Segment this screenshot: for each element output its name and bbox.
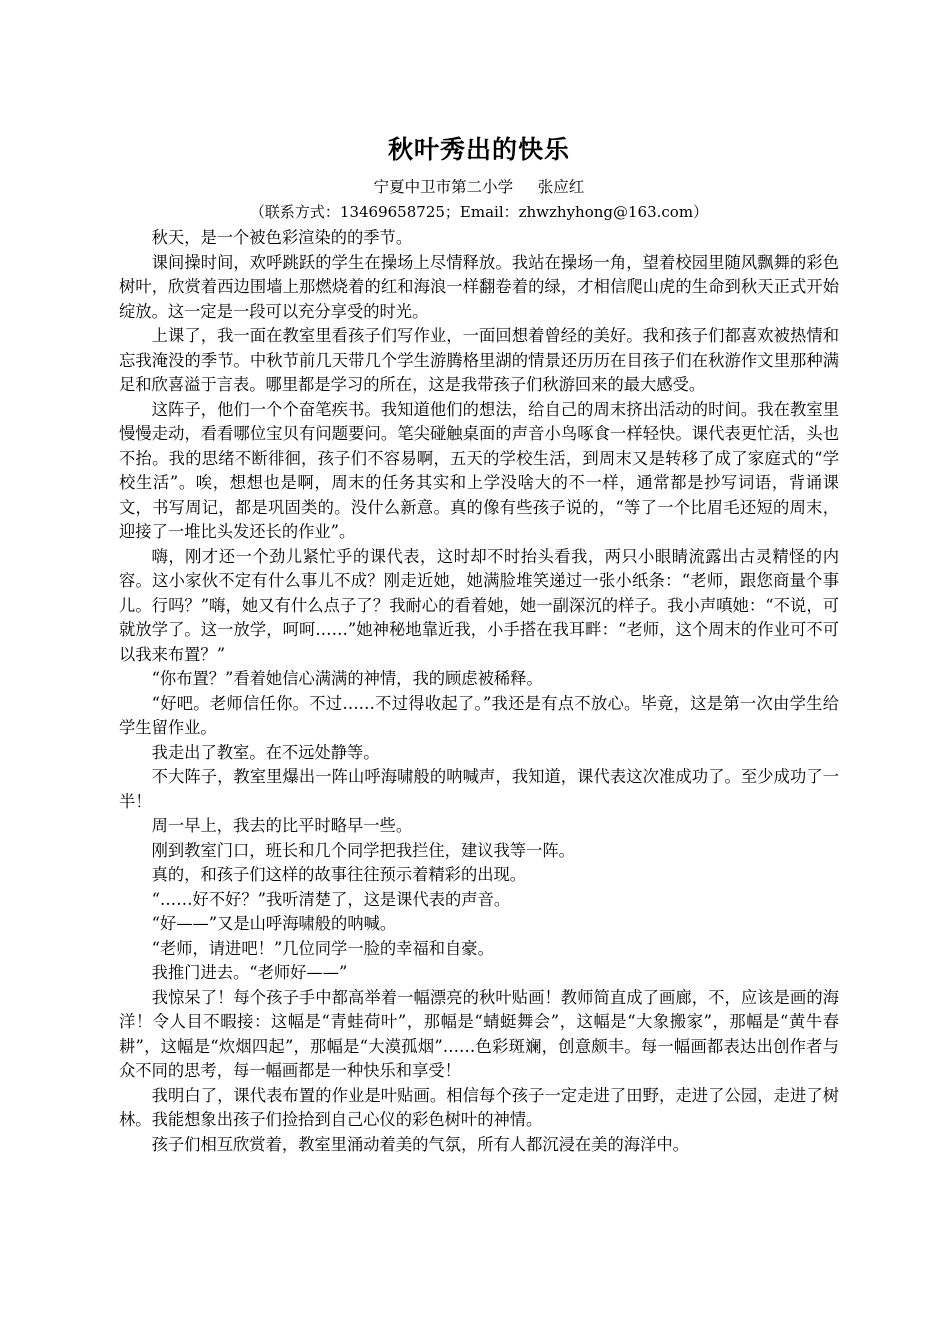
paragraph: 嗨，刚才还一个劲儿紧忙乎的课代表，这时却不时抬头看我，两只小眼睛流露出古灵精怪的内容。这小家伙不定有什么事儿不成？刚走近她，她满脸堆笑递过一张小纸条：“老师，跟您商量个事儿。行吗？”嗨，她又有什么点子了？我耐心的看着她，她一副深沉的样子。我小声嗔她：“不说，可就放学了。这一放学，呵呵……”她神秘地靠近我，小手搭在我耳畔：“老师，这个周末的作业可不可以我来布置？”: [119, 546, 839, 664]
paragraph: 我惊呆了！每个孩子手中都高举着一幅漂亮的秋叶贴画！教师简直成了画廊，不，应该是画的海洋！令人目不暇接：这幅是“青蛙荷叶”，那幅是“蜻蜓舞会”，这幅是“大象搬家”，那幅是“黄牛春耕”，这幅是“炊烟四起”，那幅是“大漠孤烟”……色彩斑斓，创意颇丰。每一幅画都表达出创作者与众不同的思考，每一幅画都是一种快乐和享受！: [119, 987, 839, 1080]
paragraph: 上课了，我一面在教室里看孩子们写作业，一面回想着曾经的美好。我和孩子们都喜欢被热情和忘我淹没的季节。中秋节前几天带几个学生游腾格里湖的情景还历历在目孩子们在秋游作文里那种满足和欣喜溢于言表。哪里都是学习的所在，这是我带孩子们秋游回来的最大感受。: [119, 326, 839, 394]
paragraph: 秋天，是一个被色彩渲染的的季节。: [151, 228, 413, 247]
author-line: 宁夏中卫市第二小学 张应红: [373, 178, 585, 196]
paragraph: 课间操时间，欢呼跳跃的学生在操场上尽情释放。我站在操场一角，望着校园里随风飘舞的彩色树叶，欣赏着西边围墙上那燃烧着的红和海浪一样翻卷着的绿，才相信爬山虎的生命到秋天正式开始绽放。这一定是一段可以充分享受的时光。: [119, 252, 839, 321]
paragraph: 周一早上，我去的比平时略早一些。: [151, 816, 413, 835]
paragraph: 不大阵子，教室里爆出一阵山呼海啸般的呐喊声，我知道，课代表这次准成功了。至少成功了一半！: [119, 767, 839, 811]
paragraph: 我走出了教室。在不远处静等。: [151, 742, 380, 762]
paragraph: “好——”又是山呼海啸般的呐喊。: [151, 914, 397, 933]
paragraph: 刚到教室门口，班长和几个同学把我拦住，建议我等一阵。: [151, 840, 575, 860]
document-title: 秋叶秀出的快乐: [387, 135, 570, 164]
paragraph: 我明白了，课代表布置的作业是叶贴画。相信每个孩子一定走进了田野，走进了公园，走进了树林。我能想象出孩子们捡拾到自己心仪的彩色树叶的神情。: [119, 1085, 839, 1129]
paragraph: “老师，请进吧！”几位同学一脸的幸福和自豪。: [151, 938, 494, 958]
paragraph: “你布置？”看着她信心满满的神情，我的顾虑被稀释。: [151, 669, 543, 688]
paragraph: “……好不好？”我听清楚了，这是课代表的声音。: [151, 889, 511, 909]
paragraph: 真的，和孩子们这样的故事往往预示着精彩的出现。: [151, 865, 527, 884]
paragraph: 这阵子，他们一个个奋笔疾书。我知道他们的想法，给自己的周末挤出活动的时间。我在教室里慢慢走动，看看哪位宝贝有问题要问。笔尖碰触桌面的声音小鸟啄食一样轻快。课代表更忙活，头也不抬。我的思绪不断徘徊，孩子们不容易啊，五天的学校生活，到周末又是转移了成了家庭式的“学校生活”。唉，想想也是啊，周末的任务其实和上学没啥大的不一样，通常都是抄写词语，背诵课文，书写周记，都是巩固类的。没什么新意。真的像有些孩子说的，“等了一个比眉毛还短的周末，迎接了一堆比头发还长的作业”。: [119, 399, 839, 541]
article-body: [119, 226, 839, 1157]
contact-line: （联系方式：13469658725；Email：zhwzhyhong@163.com）: [249, 203, 709, 221]
paragraph: 孩子们相互欣赏着，教室里涌动着美的气氛，所有人都沉浸在美的海洋中。: [151, 1134, 689, 1154]
paragraph: “好吧。老师信任你。不过……不过得收起了。”我还是有点不放心。毕竟，这是第一次由学生给学生留作业。: [119, 693, 839, 737]
paragraph: 我推门进去。“老师好——”: [151, 963, 348, 982]
